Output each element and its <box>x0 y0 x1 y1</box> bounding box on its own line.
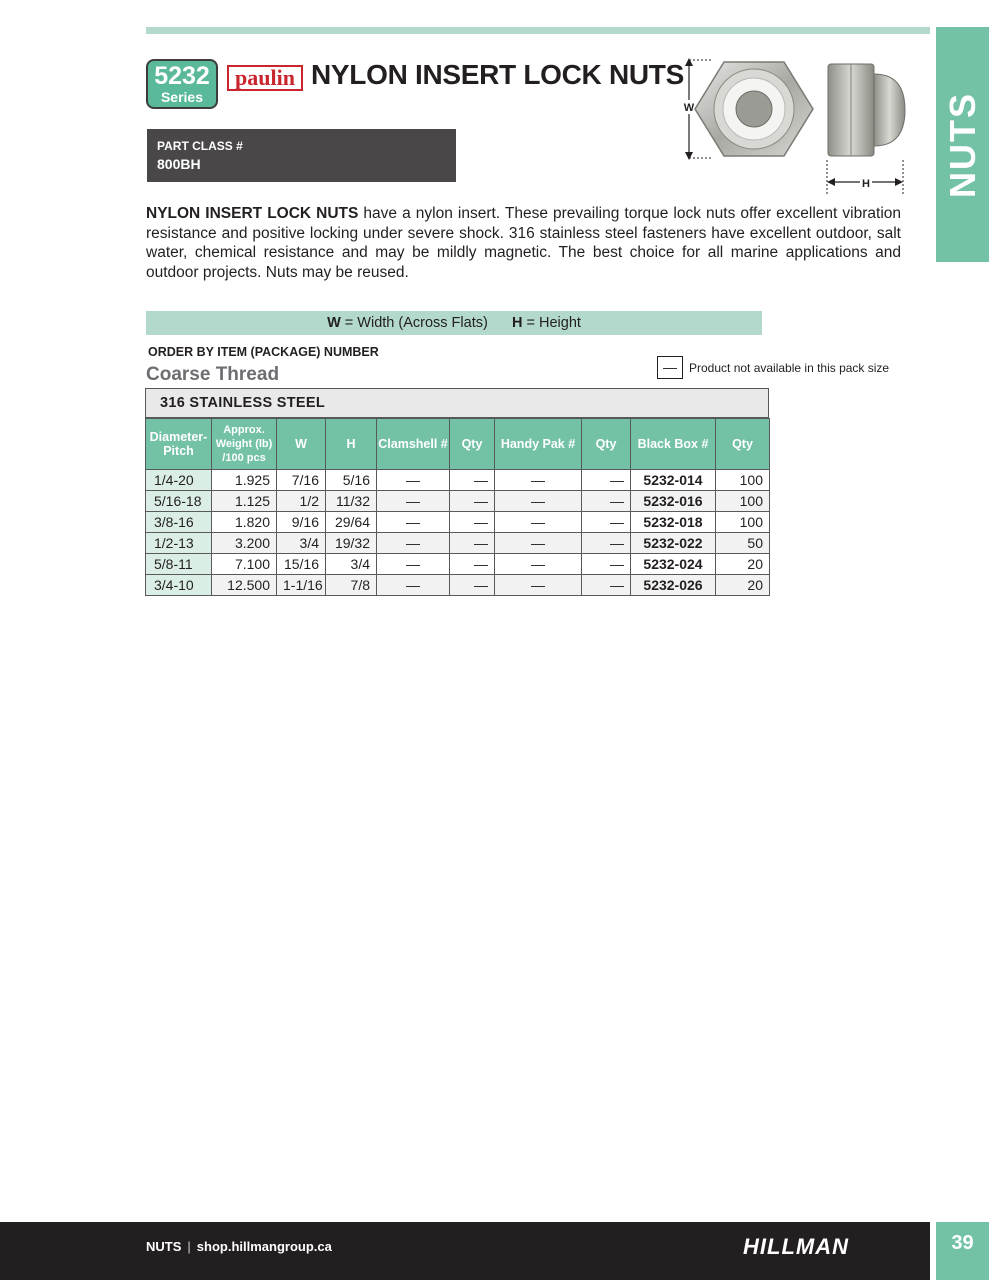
logo-text: paulin <box>235 65 295 90</box>
product-description <box>146 204 901 282</box>
part-class-value: 800BH <box>157 156 201 172</box>
cell-diameter: 3/4-10 <box>146 575 212 596</box>
cell-w: 7/16 <box>277 470 326 491</box>
cell-qty-handy-pak: — <box>582 554 631 575</box>
cell-black-box: 5232-022 <box>631 533 716 554</box>
col-weight: Approx. Weight (lb) /100 pcs <box>212 419 277 470</box>
description-body: have a nylon insert. These prevailing torque lock nuts offer excellent vibration resistance and positive locking under severe shock. 316 stainless steel fasteners have excellent outdoor, salt water, chemical resistance and may be mildly magnetic. The best choice for all marine applications and outdoor projects. Nuts may be reused. <box>146 205 901 281</box>
cell-qty-handy-pak: — <box>582 470 631 491</box>
footer-section: NUTS <box>146 1239 182 1254</box>
cell-qty-black-box: 100 <box>716 491 770 512</box>
cell-weight: 1.925 <box>212 470 277 491</box>
cell-h: 11/32 <box>326 491 377 512</box>
cell-black-box: 5232-014 <box>631 470 716 491</box>
cell-qty-handy-pak: — <box>582 575 631 596</box>
col-diameter: Diameter-Pitch <box>146 419 212 470</box>
order-by-heading: ORDER BY ITEM (PACKAGE) NUMBER <box>148 345 379 359</box>
part-class-box <box>147 129 456 182</box>
cell-handy-pak: — <box>495 554 582 575</box>
col-qty-handy-pak: Qty <box>582 419 631 470</box>
cell-clamshell: — <box>377 554 450 575</box>
cell-diameter: 1/2-13 <box>146 533 212 554</box>
series-word: Series <box>160 89 204 105</box>
cell-diameter: 3/8-16 <box>146 512 212 533</box>
material-header: 316 STAINLESS STEEL <box>145 388 769 418</box>
cell-w: 15/16 <box>277 554 326 575</box>
nut-front-view <box>695 62 813 156</box>
legend-w-key: W <box>327 315 341 331</box>
side-tab-label: NUTS <box>941 91 983 198</box>
cell-handy-pak: — <box>495 491 582 512</box>
cell-h: 7/8 <box>326 575 377 596</box>
part-class-label: PART CLASS # <box>157 139 243 153</box>
product-table <box>145 388 769 596</box>
table-row <box>146 533 770 554</box>
na-key-text: Product not available in this pack size <box>689 361 890 375</box>
legend-w-text: = Width (Across Flats) <box>340 315 488 331</box>
cell-h: 5/16 <box>326 470 377 491</box>
h-dimension <box>827 160 903 196</box>
h-label: H <box>862 178 870 190</box>
col-clamshell: Clamshell # <box>377 419 450 470</box>
cell-qty-clamshell: — <box>450 554 495 575</box>
col-handy-pak: Handy Pak # <box>495 419 582 470</box>
cell-handy-pak: — <box>495 470 582 491</box>
cell-w: 9/16 <box>277 512 326 533</box>
cell-qty-clamshell: — <box>450 575 495 596</box>
cell-w: 1-1/16 <box>277 575 326 596</box>
nut-diagram <box>665 52 915 202</box>
cell-qty-clamshell: — <box>450 512 495 533</box>
cell-weight: 1.125 <box>212 491 277 512</box>
cell-weight: 12.500 <box>212 575 277 596</box>
table-row <box>146 512 770 533</box>
table-row <box>146 491 770 512</box>
cell-qty-black-box: 100 <box>716 512 770 533</box>
cell-diameter: 1/4-20 <box>146 470 212 491</box>
dimension-legend <box>146 311 762 335</box>
cell-qty-black-box: 20 <box>716 554 770 575</box>
hillman-logo: HILLMAN <box>743 1234 849 1259</box>
cell-diameter: 5/16-18 <box>146 491 212 512</box>
w-label: W <box>683 102 695 114</box>
side-tab-label-wrap <box>936 27 989 262</box>
cell-clamshell: — <box>377 533 450 554</box>
legend-h-text: = Height <box>522 315 581 331</box>
cell-handy-pak: — <box>495 575 582 596</box>
page-number: 39 <box>951 1232 974 1254</box>
table-row <box>146 554 770 575</box>
cell-weight: 1.820 <box>212 512 277 533</box>
cell-clamshell: — <box>377 470 450 491</box>
table-row <box>146 470 770 491</box>
footer-left <box>146 1239 332 1254</box>
cell-h: 19/32 <box>326 533 377 554</box>
thread-title: Coarse Thread <box>146 364 280 385</box>
cell-clamshell: — <box>377 575 450 596</box>
cell-h: 3/4 <box>326 554 377 575</box>
footer-url-link[interactable]: shop.hillmangroup.ca <box>196 1239 332 1254</box>
cell-w: 3/4 <box>277 533 326 554</box>
cell-qty-black-box: 100 <box>716 470 770 491</box>
nut-side-view <box>828 64 905 156</box>
cell-clamshell: — <box>377 512 450 533</box>
cell-qty-black-box: 50 <box>716 533 770 554</box>
cell-clamshell: — <box>377 491 450 512</box>
cell-qty-clamshell: — <box>450 491 495 512</box>
description-lead: NYLON INSERT LOCK NUTS <box>146 205 359 222</box>
cell-black-box: 5232-026 <box>631 575 716 596</box>
cell-h: 29/64 <box>326 512 377 533</box>
cell-qty-handy-pak: — <box>582 491 631 512</box>
cell-handy-pak: — <box>495 533 582 554</box>
spec-table <box>145 418 770 596</box>
table-header-row <box>146 419 770 470</box>
col-h: H <box>326 419 377 470</box>
col-black-box: Black Box # <box>631 419 716 470</box>
col-w: W <box>277 419 326 470</box>
series-badge <box>146 59 218 109</box>
page-title: NYLON INSERT LOCK NUTS <box>311 59 684 90</box>
cell-w: 1/2 <box>277 491 326 512</box>
cell-qty-handy-pak: — <box>582 512 631 533</box>
cell-weight: 7.100 <box>212 554 277 575</box>
footer-separator: | <box>187 1239 191 1254</box>
cell-black-box: 5232-016 <box>631 491 716 512</box>
series-number: 5232 <box>154 62 210 90</box>
cell-black-box: 5232-018 <box>631 512 716 533</box>
cell-weight: 3.200 <box>212 533 277 554</box>
table-row <box>146 575 770 596</box>
col-qty-clamshell: Qty <box>450 419 495 470</box>
top-rule <box>146 27 930 34</box>
cell-qty-clamshell: — <box>450 470 495 491</box>
cell-handy-pak: — <box>495 512 582 533</box>
cell-qty-handy-pak: — <box>582 533 631 554</box>
legend-h-key: H <box>511 315 523 331</box>
cell-diameter: 5/8-11 <box>146 554 212 575</box>
na-key-box: — <box>657 356 683 379</box>
cell-qty-black-box: 20 <box>716 575 770 596</box>
cell-black-box: 5232-024 <box>631 554 716 575</box>
cell-qty-clamshell: — <box>450 533 495 554</box>
col-qty-black-box: Qty <box>716 419 770 470</box>
paulin-logo <box>227 62 303 94</box>
